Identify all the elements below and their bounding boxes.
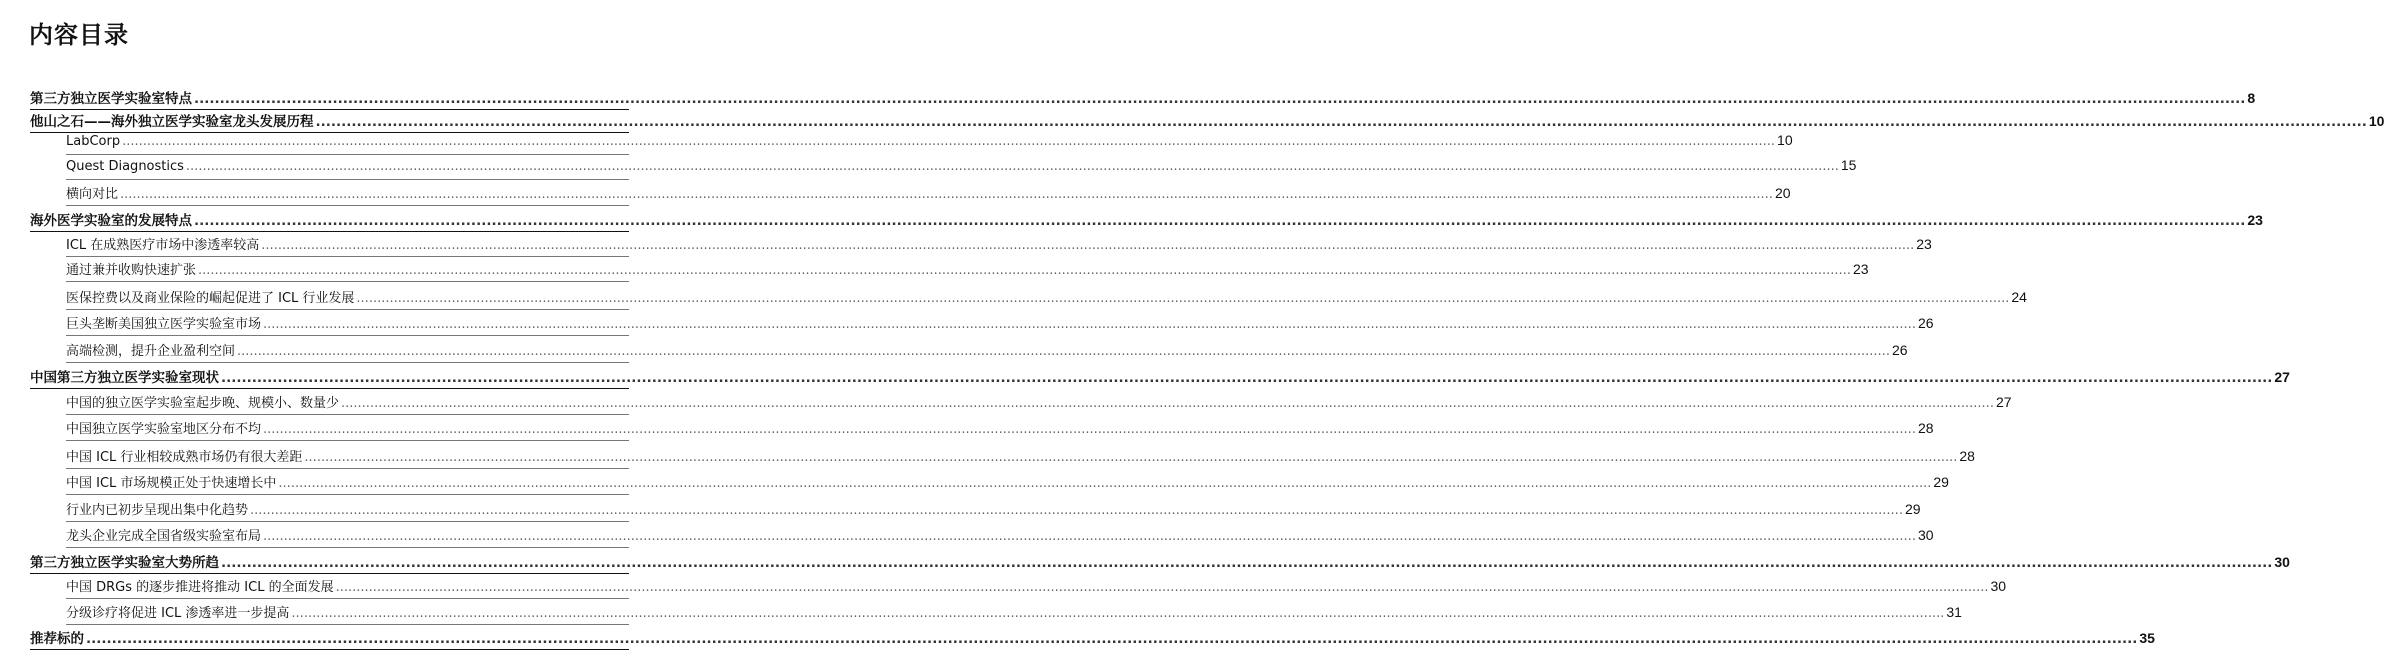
toc-dot-leader: ................................................................................................................................................................................................................................................................................................................................................................................................................ xyxy=(263,422,1916,437)
toc-page-number: 29 xyxy=(1904,501,1921,517)
toc-page-number: 23 xyxy=(1916,236,1932,252)
toc-chapter-entry[interactable] xyxy=(30,110,2384,133)
toc-section-entry[interactable] xyxy=(66,576,2007,599)
toc-page-number: 30 xyxy=(1990,578,2007,594)
toc-chapter-entry[interactable] xyxy=(30,627,2155,650)
toc-dot-leader: ................................................................................................................................................................................................................................................................................................................................................................................................................ xyxy=(198,263,1851,278)
toc-section-entry[interactable] xyxy=(66,499,1921,522)
toc-page-number: 8 xyxy=(2247,90,2256,106)
toc-page-number: 15 xyxy=(1840,157,1857,173)
toc-dot-leader: ................................................................................................................................................................................................................................................................................................................................................................................................................ xyxy=(221,370,2273,386)
toc-page-number: 31 xyxy=(1946,604,1962,620)
toc-entry-label: 推荐标的 xyxy=(30,631,84,647)
toc-page-number: 27 xyxy=(2274,369,2290,385)
toc-section-entry[interactable] xyxy=(66,313,1934,336)
toc-entry-label: ICL 在成熟医疗市场中渗透率较高 xyxy=(66,238,260,253)
toc-page-number: 26 xyxy=(1917,315,1934,331)
toc-chapter-entry[interactable] xyxy=(30,366,2290,389)
toc-dot-leader: ................................................................................................................................................................................................................................................................................................................................................................................................................ xyxy=(185,159,1839,174)
toc-page-number: 30 xyxy=(2274,554,2290,570)
toc-section-entry[interactable] xyxy=(66,525,1934,548)
toc-dot-leader: ................................................................................................................................................................................................................................................................................................................................................................................................................ xyxy=(250,503,1903,518)
toc-section-entry[interactable] xyxy=(66,234,1932,257)
toc-section-entry[interactable] xyxy=(66,602,1962,625)
toc-entry-label: 行业内已初步呈现出集中化趋势 xyxy=(66,503,249,518)
toc-dot-leader: ................................................................................................................................................................................................................................................................................................................................................................................................................ xyxy=(194,213,2246,229)
toc-section-entry[interactable] xyxy=(66,392,2012,415)
toc-dot-leader: ................................................................................................................................................................................................................................................................................................................................................................................................................ xyxy=(278,476,1932,491)
toc-page-number: 23 xyxy=(2247,212,2263,228)
toc-entry-label: 第三方独立医学实验室特点 xyxy=(30,91,192,107)
toc-entry-label: 中国 DRGs 的逐步推进将推动 ICL 的全面发展 xyxy=(66,580,334,595)
toc-page-number: 10 xyxy=(1777,132,1793,148)
toc-page-number: 30 xyxy=(1917,527,1934,543)
toc-dot-leader: ................................................................................................................................................................................................................................................................................................................................................................................................................ xyxy=(356,291,2010,306)
toc-chapter-entry[interactable] xyxy=(30,87,2256,110)
toc-entry-label: 中国 ICL 行业相较成熟市场仍有很大差距 xyxy=(66,450,303,465)
toc-page-number: 20 xyxy=(1774,185,1791,201)
toc-entry-label: 通过兼并收购快速扩张 xyxy=(66,263,197,278)
toc-entry-label: 中国的独立医学实验室起步晚、规模小、数量少 xyxy=(66,396,340,411)
toc-entry-label: 高端检测，提升企业盈利空间 xyxy=(66,344,236,359)
toc-page-number: 27 xyxy=(1995,394,2012,410)
toc-dot-leader: ................................................................................................................................................................................................................................................................................................................................................................................................................ xyxy=(86,631,2138,647)
toc-dot-leader: ................................................................................................................................................................................................................................................................................................................................................................................................................ xyxy=(335,580,1989,595)
toc-entry-label: LabCorp xyxy=(66,134,121,149)
toc-entry-label: Quest Diagnostics xyxy=(66,159,184,174)
toc-dot-leader: ................................................................................................................................................................................................................................................................................................................................................................................................................ xyxy=(341,396,1994,411)
toc-entry-label: 巨头垄断美国独立医学实验室市场 xyxy=(66,317,262,332)
toc-chapter-entry[interactable] xyxy=(30,551,2290,574)
toc-entry-label: 中国独立医学实验室地区分布不均 xyxy=(66,422,262,437)
toc-dot-leader: ................................................................................................................................................................................................................................................................................................................................................................................................................ xyxy=(315,114,2367,130)
toc-entry-label: 第三方独立医学实验室大势所趋 xyxy=(30,555,219,571)
toc-section-entry[interactable] xyxy=(66,259,1869,282)
toc-entry-label: 横向对比 xyxy=(66,187,119,202)
toc-dot-leader: ................................................................................................................................................................................................................................................................................................................................................................................................................ xyxy=(237,344,1890,359)
toc-section-entry[interactable] xyxy=(66,287,2027,310)
toc-dot-leader: ................................................................................................................................................................................................................................................................................................................................................................................................................ xyxy=(221,555,2273,571)
toc-page-number: 10 xyxy=(2368,113,2384,129)
toc-page-number: 28 xyxy=(1959,448,1975,464)
toc-page-number: 35 xyxy=(2139,630,2155,646)
toc-section-entry[interactable] xyxy=(66,157,1857,180)
toc-dot-leader: ................................................................................................................................................................................................................................................................................................................................................................................................................ xyxy=(263,317,1916,332)
toc-section-entry[interactable] xyxy=(66,418,1934,441)
toc-entry-label: 医保控费以及商业保险的崛起促进了 ICL 行业发展 xyxy=(66,291,355,306)
toc-entry-label: 他山之石——海外独立医学实验室龙头发展历程 xyxy=(30,114,314,130)
toc-dot-leader: ................................................................................................................................................................................................................................................................................................................................................................................................................ xyxy=(291,606,1945,621)
toc-page-number: 23 xyxy=(1852,261,1869,277)
toc-section-entry[interactable] xyxy=(66,340,1908,363)
toc-dot-leader: ................................................................................................................................................................................................................................................................................................................................................................................................................ xyxy=(261,238,1915,253)
toc-chapter-entry[interactable] xyxy=(30,209,2263,232)
toc-section-entry[interactable] xyxy=(66,132,1793,155)
toc-entry-label: 中国 ICL 市场规模正处于快速增长中 xyxy=(66,476,277,491)
toc-section-entry[interactable] xyxy=(66,472,1949,495)
page-title: 内容目录 xyxy=(29,20,129,49)
toc-entry-label: 龙头企业完成全国省级实验室布局 xyxy=(66,529,262,544)
toc-page-number: 28 xyxy=(1917,420,1934,436)
toc-dot-leader: ................................................................................................................................................................................................................................................................................................................................................................................................................ xyxy=(194,91,2246,107)
toc-section-entry[interactable] xyxy=(66,183,1791,206)
toc-dot-leader: ................................................................................................................................................................................................................................................................................................................................................................................................................ xyxy=(263,529,1916,544)
toc-entry-label: 中国第三方独立医学实验室现状 xyxy=(30,370,219,386)
toc-entry-label: 海外医学实验室的发展特点 xyxy=(30,213,192,229)
toc-dot-leader: ................................................................................................................................................................................................................................................................................................................................................................................................................ xyxy=(120,187,1773,202)
toc-entry-label: 分级诊疗将促进 ICL 渗透率进一步提高 xyxy=(66,606,290,621)
toc-page-number: 29 xyxy=(1933,474,1949,490)
toc-dot-leader: ................................................................................................................................................................................................................................................................................................................................................................................................................ xyxy=(122,134,1776,149)
toc-page-number: 26 xyxy=(1891,342,1908,358)
toc-section-entry[interactable] xyxy=(66,446,1975,469)
toc-dot-leader: ................................................................................................................................................................................................................................................................................................................................................................................................................ xyxy=(304,450,1958,465)
toc-page-number: 24 xyxy=(2011,289,2027,305)
